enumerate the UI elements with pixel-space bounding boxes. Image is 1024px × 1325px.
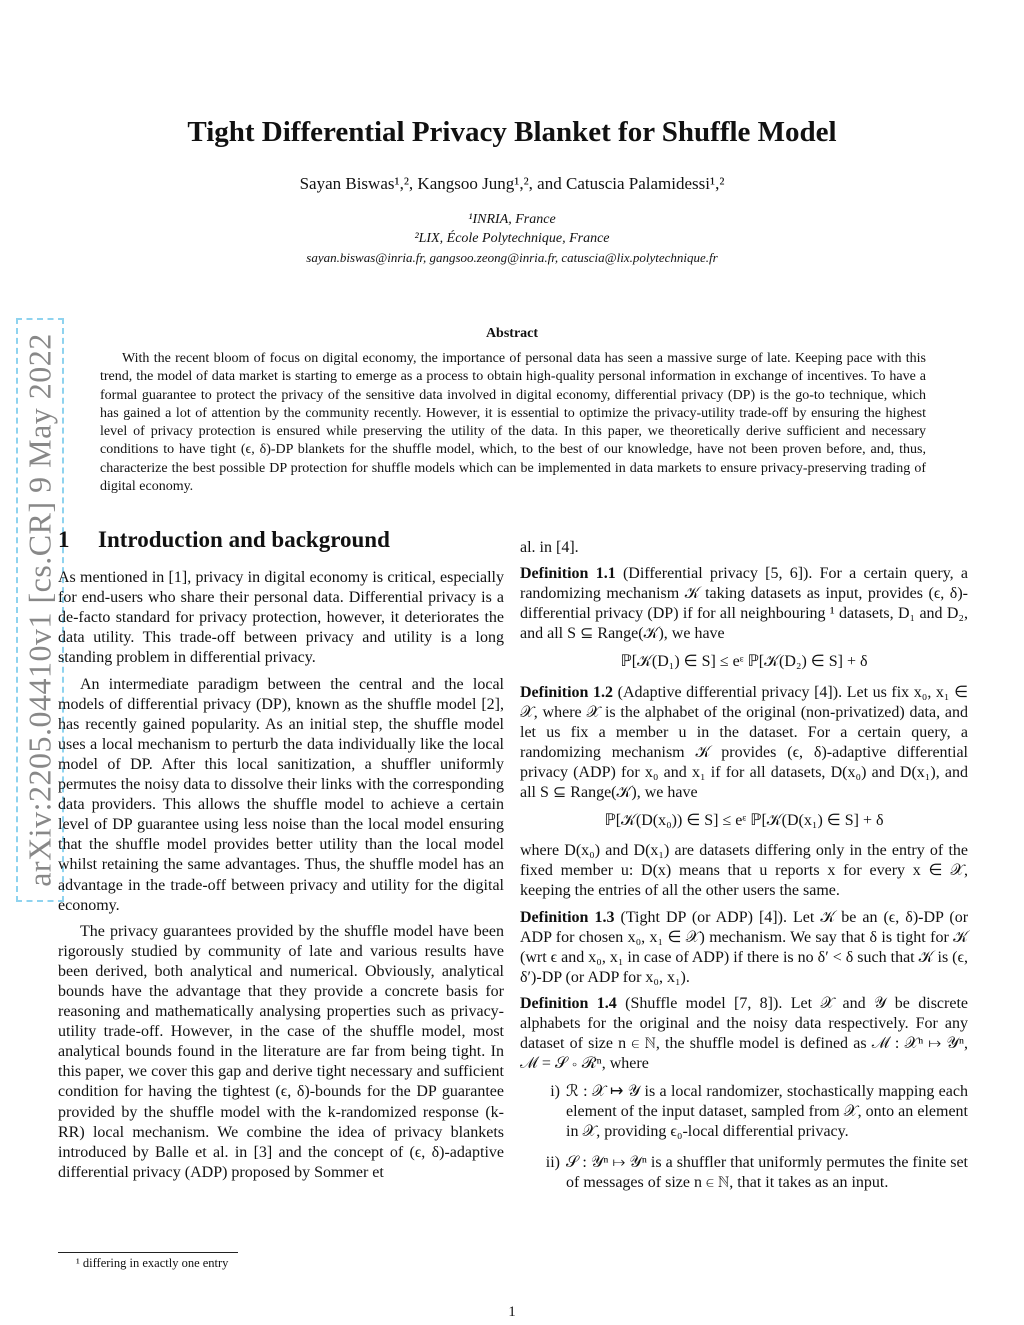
definition-1-1 (520, 564, 968, 644)
list-item (520, 1082, 968, 1142)
definition-label: Definition 1.4 (520, 994, 617, 1012)
paper-title: Tight Differential Privacy Blanket for Shuffle Model (187, 116, 837, 148)
author-list: Sayan Biswas¹,², Kangsoo Jung¹,², and Catuscia Palamidessi¹,² (299, 174, 725, 193)
continuation-text: al. in [4]. (520, 539, 579, 556)
arxiv-identifier-text[interactable]: arXiv:2205.04410v1 [cs.CR] 9 May 2022 (21, 333, 58, 887)
equation-dp: ℙ[𝒦(D₁) ∈ S] ≤ eᵋ ℙ[𝒦(D₂) ∈ S] + δ (620, 653, 868, 671)
definition-name: (Tight DP (or ADP) [4]). (620, 908, 787, 926)
definition-label: Definition 1.1 (520, 565, 616, 583)
affiliation-lix: ²LIX, École Polytechnique, France (414, 231, 610, 246)
definition-name: (Differential privacy [5, 6]). (622, 565, 813, 583)
definition-text: For a certain query, a randomizing mechanism 𝒦 taking datasets as input, provides (ϵ, δ)-differential privacy (DP) if for all neighbouring ¹ datasets, D₁ and D₂, and all S ⊆ Range(𝒦), we have (520, 565, 969, 643)
definition-1-2 (520, 683, 968, 804)
affiliation-inria: ¹INRIA, France (468, 212, 556, 227)
shuffle-model-components (520, 1082, 968, 1192)
intro-paragraph-2: An intermediate paradigm between the central and the local models of differential privacy (DP), known as the shuffle model [2], has recently gained popularity. As an initial step, the shuffle model uses a local mechanism to perturb the data individually like the local model of DP. After this local sanitization, a shuffler uniformly permutes the noisy data to dissolve their links with the corresponding data providers. This allows the shuffle model to achieve a certain level of DP guarantee using less noise than the local model ensuring that the shuffle model provides better utility than the local model whilst retaining the same advantages. Thus, the shuffle model has an advantage in the trade-off between privacy and utility for the digital economy. (58, 675, 504, 914)
definition-1-4 (520, 994, 968, 1074)
list-item-text: 𝒮 : 𝒴ⁿ ↦ 𝒴ⁿ is a shuffler that uniformly permutes the finite set of messages of size n ∈ ℕ, that it takes as an input. (566, 1153, 968, 1191)
section-title: Introduction and background (98, 527, 390, 552)
definition-text: Let 𝒦 be an (ϵ, δ)-DP (or ADP for chosen x₀, x₁ ∈ 𝒳) mechanism. We say that δ is tight for 𝒦 (wrt ϵ and x₀, x₁ in case of ADP) if there is no δ′ < δ such that 𝒦 is (ϵ, δ′)-DP (or ADP for x₀, x₁). (520, 908, 969, 986)
intro-paragraph-1: As mentioned in [1], privacy in digital economy is critical, especially for end-users who share their personal data. Differential privacy is a de-facto standard for privacy protection, however, it deteriorates the data utility. This trade-off between privacy and utility is a long standing problem in differential privacy. (58, 569, 504, 667)
definition-name: (Shuffle model [7, 8]). (625, 994, 783, 1012)
equation-explanation: where D(x₀) and D(x₁) are datasets differing only in the entry of the fixed member u: D(x) means that u reports x for every x ∈ 𝒳, keeping the entries of all the other users the same. (520, 842, 968, 900)
definition-text: Let us fix x₀, x₁ ∈ 𝒳, where 𝒳 is the alphabet of the original (non-privatized) data, and let us fix a member u in the dataset. For a certain query, a randomizing mechanism 𝒦 provides (ϵ, δ)-adaptive differential privacy (ADP) for x₀ and x₁ if for all datasets, D(x₀) and D(x₁), and all S ⊆ Range(𝒦), we have (520, 683, 969, 802)
left-column (58, 527, 504, 1189)
definition-label: Definition 1.2 (520, 683, 614, 701)
list-item-text: ℛ : 𝒳 ↦ 𝒴 is a local randomizer, stochastically mapping each element of the input dataset, sampled from 𝒳, onto an element in 𝒳, providing ϵ₀-local differential privacy. (566, 1083, 968, 1141)
definition-text: Let 𝒳 and 𝒴 be discrete alphabets for the original and the noisy data respectively. For any dataset of size n ∈ ℕ, the shuffle model is defined as ℳ : 𝒳ⁿ ↦ 𝒴ⁿ, ℳ = 𝒮 ∘ ℛⁿ, where (520, 994, 969, 1073)
author-emails: sayan.biswas@inria.fr, gangsoo.zeong@inria.fr, catuscia@lix.polytechnique.fr (306, 250, 718, 265)
right-column (520, 538, 968, 1203)
definition-name: (Adaptive differential privacy [4]). (617, 683, 843, 701)
footnote: ¹ differing in exactly one entry (76, 1256, 229, 1270)
list-item (520, 1153, 968, 1193)
equation-adp: ℙ[𝒦(D(x₀)) ∈ S] ≤ eᵋ ℙ[𝒦(D(x₁) ∈ S] + δ (604, 812, 884, 830)
definition-1-3 (520, 908, 968, 988)
list-item-label: ii) (545, 1153, 560, 1171)
section-heading (58, 527, 504, 552)
abstract-heading: Abstract (485, 326, 539, 341)
intro-paragraph-3: The privacy guarantees provided by the shuffle model have been rigorously studied by community of late and various results have been derived, both analytical and numerical. Obviously, analytical bounds have the advantage that they provide a concrete basis for reasoning and mathematically analysing properties such as privacy-utility trade-off. However, in the case of the shuffle model, most analytical bounds found in the literature are far from being tight. In this paper, we cover this gap and derive tight necessary and sufficient condition for having the tightest (ϵ, δ)-bounds for the DP guarantee provided by the shuffle model with the k-randomized response (k-RR) local mechanism. We combine the idea of privacy blankets introduced by Balle et al. in [3] and the concept of (ϵ, δ)-adaptive differential privacy (ADP) proposed by Sommer et (58, 922, 504, 1181)
list-item-label: i) (550, 1083, 560, 1101)
section-number: 1 (58, 527, 70, 552)
definition-label: Definition 1.3 (520, 908, 615, 926)
page-number: 1 (508, 1304, 516, 1320)
arxiv-identifier-stamp[interactable] (16, 318, 64, 902)
footnote-rule (58, 1252, 238, 1253)
abstract-body: With the recent bloom of focus on digital economy, the importance of personal data has seen a massive surge of late. Keeping pace with this trend, the model of data market is starting to emerge as a process to obtain high-quality personal information in exchange of incentives. To have a formal guarantee to protect the privacy of the sensitive data involved in digital economy, differential privacy (DP) is the go-to technique, which has gained a lot of attention by the community recently. However, it is essential to optimize the privacy-utility trade-off by ensuring the highest level of privacy protection is ensured while preserving the utility of the data. In this paper, we theoretically derive sufficient and necessary conditions to have tight (ϵ, δ)-DP blankets for the shuffle model, which, to the best of our knowledge, have not been proven before, and, thus, characterize the best possible DP protection for shuffle models which can be implemented in data markets to ensure privacy-preserving trading of digital economy. (100, 351, 926, 495)
